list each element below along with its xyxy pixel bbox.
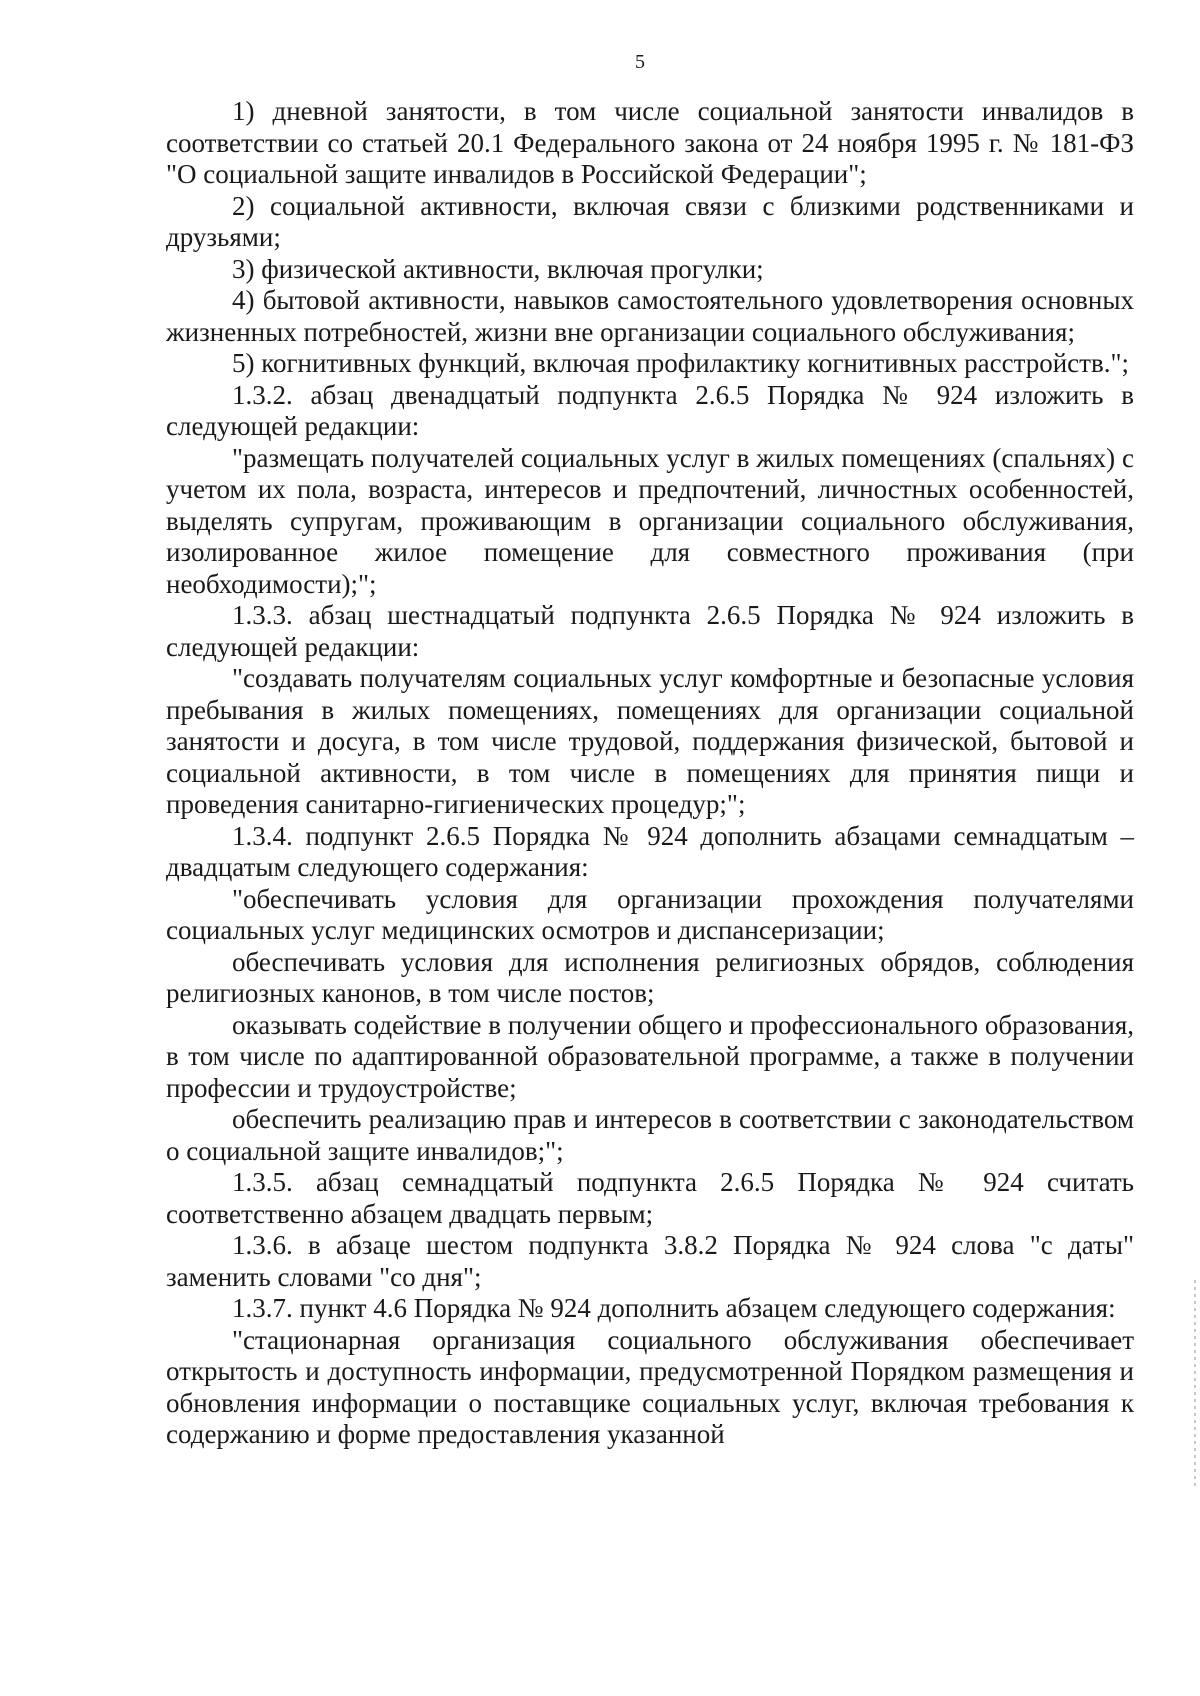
paragraph-1-3-2: 1.3.2. абзац двенадцатый подпункта 2.6.5 Порядка № 924 изложить в следующей редакции:	[166, 379, 1134, 441]
paragraph-1-3-6: 1.3.6. в абзаце шестом подпункта 3.8.2 Порядка № 924 слова "с даты" заменить словами "со дня";	[166, 1230, 1134, 1292]
paragraph-quote-openness: "стационарная организация социального обслуживания обеспечивает открытость и доступность информации, предусмотренной Порядком размещения и обновления информации о поставщике социальных услуг, включая требования к содержанию и форме предоставления указанной	[166, 1324, 1134, 1449]
paragraph-1-3-4: 1.3.4. подпункт 2.6.5 Порядка № 924 дополнить абзацами семнадцатым – двадцатым следующего содержания:	[166, 820, 1134, 882]
paragraph-1-3-7: 1.3.7. пункт 4.6 Порядка № 924 дополнить абзацем следующего содержания:	[232, 1293, 1116, 1323]
paragraph-education: оказывать содействие в получении общего и профессионального образования, в том числе по адаптированной образовательной программе, а также в получении профессии и трудоустройстве;	[166, 1009, 1134, 1103]
paragraph-item-2: 2) социальной активности, включая связи с близкими родственниками и друзьями;	[166, 190, 1134, 252]
paragraph-quote-medical: "обеспечивать условия для организации прохождения получателями социальных услуг медицинских осмотров и диспансеризации;	[166, 883, 1134, 945]
paragraph-quote-placement: "размещать получателей социальных услуг в жилых помещениях (спальнях) с учетом их пола, возраста, интересов и предпочтений, личностных особенностей, выделять супругам, проживающим в организации социального обслуживания, изолированное жилое помещение для совместного проживания (при необходимости);";	[166, 442, 1134, 599]
paragraph-item-3: 3) физической активности, включая прогулки;	[232, 253, 764, 284]
paragraph-religious: обеспечивать условия для исполнения религиозных обрядов, соблюдения религиозных канонов, в том числе постов;	[166, 946, 1134, 1008]
paragraph-1-3-3: 1.3.3. абзац шестнадцатый подпункта 2.6.5 Порядка № 924 изложить в следующей редакции:	[166, 600, 1134, 662]
document-body	[166, 96, 1134, 1451]
paragraph-item-4: 4) бытовой активности, навыков самостоятельного удовлетворения основных жизненных потребностей, жизни вне организации социального обслуживания;	[166, 285, 1134, 347]
paragraph-rights: обеспечить реализацию прав и интересов в соответствии с законодательством о социальной защите инвалидов;";	[166, 1104, 1134, 1166]
page-number: 5	[635, 51, 645, 73]
scan-edge-mark	[1194, 1280, 1196, 1490]
paragraph-item-1: 1) дневной занятости, в том числе социальной занятости инвалидов в соответствии со статьей 20.1 Федерального закона от 24 ноября 1995 г. № 181-ФЗ "О социальной защите инвалидов в Российской Федерации";	[166, 96, 1134, 189]
paragraph-item-5: 5) когнитивных функций, включая профилактику когнитивных расстройств.";	[232, 348, 1129, 378]
paragraph-quote-conditions: "создавать получателям социальных услуг комфортные и безопасные условия пребывания в жилых помещениях, помещениях для организации социальной занятости и досуга, в том числе трудовой, поддержания физической, бытовой и социальной активности, в том числе в помещениях для принятия пищи и проведения санитарно-гигиенических процедур;";	[166, 663, 1134, 819]
paragraph-1-3-5: 1.3.5. абзац семнадцатый подпункта 2.6.5 Порядка № 924 считать соответственно абзацем двадцать первым;	[166, 1167, 1134, 1229]
